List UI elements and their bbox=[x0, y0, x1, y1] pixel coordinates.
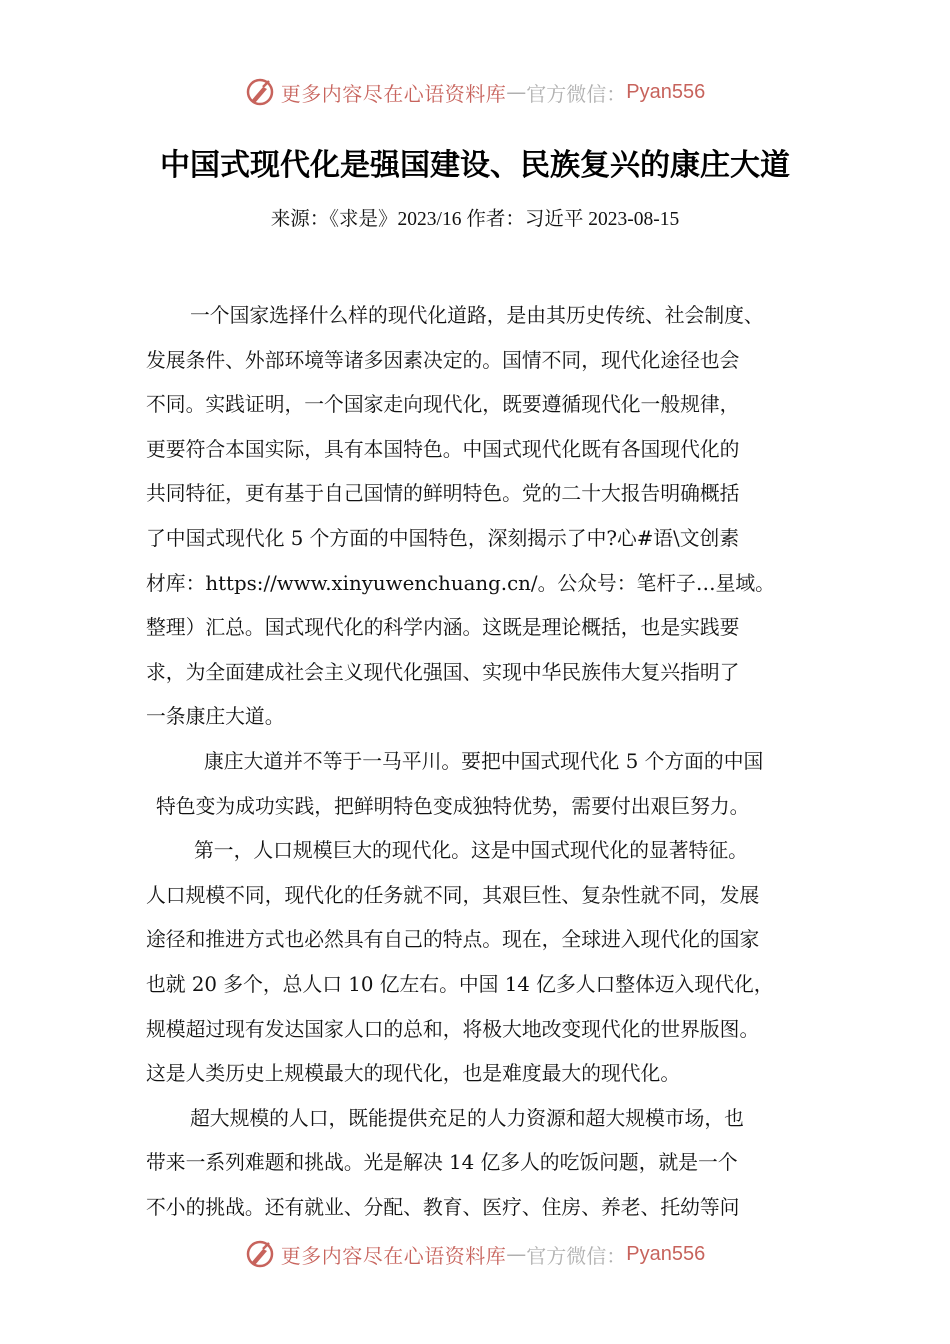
body-line: 了中国式现代化 5 个方面的中国特色，深刻揭示了中?心#语\文创素 bbox=[146, 526, 740, 550]
body-line: 不同。实践证明，一个国家走向现代化，既要遵循现代化一般规律， bbox=[146, 393, 740, 417]
body-line: 也就 20 多个，总人口 10 亿左右。中国 14 亿多人口整体迈入现代化， bbox=[146, 972, 774, 996]
body-line: 第一，人口规模巨大的现代化。这是中国式现代化的显著特征。 bbox=[194, 839, 748, 863]
article-body bbox=[146, 294, 836, 1230]
watermark-text: 更多内容尽在心语资料库 bbox=[280, 1243, 507, 1268]
brush-logo-icon bbox=[245, 1239, 275, 1269]
body-line: 规模超过现有发达国家人口的总和，将极大地改变现代化的世界版图。 bbox=[146, 1017, 760, 1041]
body-line: 途径和推进方式也必然具有自己的特点。现在，全球进入现代化的国家 bbox=[146, 928, 760, 952]
body-line: 特色变为成功实践，把鲜明特色变成独特优势，需要付出艰巨努力。 bbox=[156, 794, 750, 818]
watermark-dash: — bbox=[506, 80, 527, 104]
body-line: 更要符合本国实际，具有本国特色。中国式现代化既有各国现代化的 bbox=[146, 437, 740, 461]
body-line: 材库：https://www.xinyuwenchuang.cn/。公众号：笔杆子…星域。 bbox=[146, 571, 775, 595]
wechat-id: Pyan556 bbox=[626, 80, 706, 103]
wechat-label: 官方微信： bbox=[526, 81, 627, 106]
body-line: 一个国家选择什么样的现代化道路，是由其历史传统、社会制度、 bbox=[190, 304, 764, 327]
body-line: 共同特征，更有基于自己国情的鲜明特色。党的二十大报告明确概括 bbox=[146, 482, 740, 506]
watermark-text: 更多内容尽在心语资料库 bbox=[280, 81, 507, 106]
wechat-label: 官方微信： bbox=[526, 1243, 627, 1268]
header-watermark bbox=[0, 70, 950, 114]
body-line: 发展条件、外部环境等诸多因素决定的。国情不同，现代化途径也会 bbox=[146, 348, 740, 372]
wechat-id: Pyan556 bbox=[626, 1242, 706, 1265]
body-line: 人口规模不同，现代化的任务就不同，其艰巨性、复杂性就不同，发展 bbox=[146, 883, 760, 907]
article-meta: 来源：《求是》2023/16 作者：习近平 2023-08-15 bbox=[270, 209, 680, 230]
body-line: 这是人类历史上规模最大的现代化，也是难度最大的现代化。 bbox=[146, 1062, 681, 1086]
body-line: 一条康庄大道。 bbox=[146, 705, 285, 729]
body-line: 超大规模的人口，既能提供充足的人力资源和超大规模市场，也 bbox=[190, 1106, 744, 1130]
body-line: 求，为全面建成社会主义现代化强国、实现中华民族伟大复兴指明了 bbox=[146, 660, 740, 684]
body-line: 康庄大道并不等于一马平川。要把中国式现代化 5 个方面的中国 bbox=[204, 749, 764, 773]
brush-logo-icon bbox=[245, 77, 275, 107]
footer-watermark bbox=[0, 1232, 950, 1276]
body-line: 带来一系列难题和挑战。光是解决 14 亿多人的吃饭问题，就是一个 bbox=[146, 1151, 738, 1175]
article-title: 中国式现代化是强国建设、民族复兴的康庄大道 bbox=[160, 148, 790, 183]
body-line: 整理）汇总。国式现代化的科学内涵。这既是理论概括，也是实践要 bbox=[146, 616, 740, 640]
body-line: 不小的挑战。还有就业、分配、教育、医疗、住房、养老、托幼等问 bbox=[146, 1195, 740, 1219]
watermark-dash: — bbox=[506, 1242, 527, 1266]
